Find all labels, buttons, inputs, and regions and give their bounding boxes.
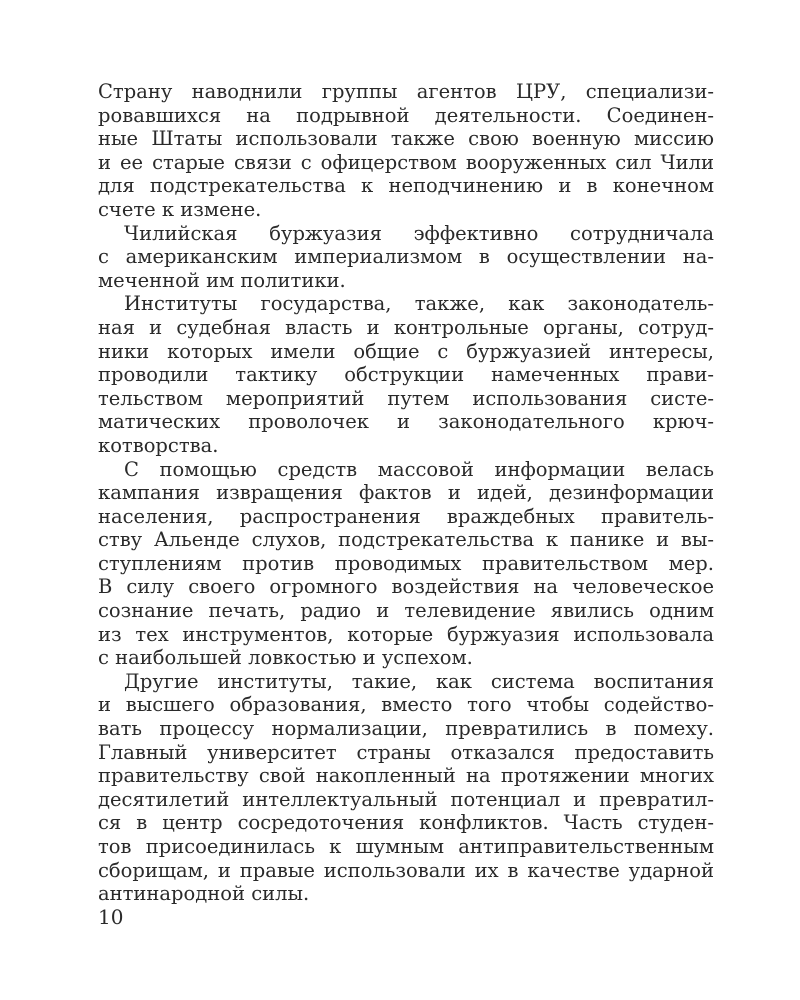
text-line: меченной им политики. bbox=[98, 268, 346, 292]
text-line: населения, распространения враждебных правитель- bbox=[98, 504, 714, 528]
text-line: ровавшихся на подрывной деятельности. Соединен- bbox=[98, 103, 714, 127]
text-line: ные Штаты использовали также свою военную миссию bbox=[98, 127, 714, 151]
text-line: с наибольшей ловкостью и успехом. bbox=[98, 646, 473, 670]
text-line: и ее старые связи с офицерством вооруженных сил Чили bbox=[98, 150, 714, 174]
body-text bbox=[98, 80, 714, 906]
text-line: кампания извращения фактов и идей, дезинформации bbox=[98, 481, 714, 505]
text-line: Другие институты, такие, как система воспитания bbox=[124, 669, 714, 693]
text-line: сознание печать, радио и телевидение явились одним bbox=[98, 599, 714, 623]
text-line: матических проволочек и законодательного крюч- bbox=[98, 410, 714, 434]
text-line: ся в центр сосредоточения конфликтов. Часть студен- bbox=[98, 811, 714, 835]
text-line: тов присоединилась к шумным антиправительственным bbox=[98, 835, 714, 858]
text-line: Чилийская буржуазия эффективно сотрудничала bbox=[124, 221, 714, 245]
text-line: проводили тактику обструкции намеченных прави- bbox=[98, 363, 714, 387]
text-line: ступлениям против проводимых правительством мер. bbox=[98, 551, 714, 575]
text-line: ники которых имели общие с буржуазией интересы, bbox=[98, 339, 714, 363]
page-number: 10 bbox=[98, 905, 124, 929]
text-line: сборищам, и правые использовали их в качестве ударной bbox=[98, 858, 714, 882]
text-line: ству Альенде слухов, подстрекательства к панике и вы- bbox=[98, 528, 714, 552]
text-line: ная и судебная власть и контрольные органы, сотруд- bbox=[98, 315, 714, 339]
text-line: счете к измене. bbox=[98, 197, 262, 221]
text-line: вать процессу нормализации, превратились в помеху. bbox=[98, 717, 714, 741]
text-line: котворства. bbox=[98, 433, 219, 457]
text-line: правительству свой накопленный на протяжении многих bbox=[98, 764, 714, 788]
text-line: с американским империализмом в осуществлении на- bbox=[98, 245, 714, 269]
text-line: десятилетий интеллектуальный потенциал и превратил- bbox=[98, 787, 714, 811]
text-line: тельством мероприятий путем использования систе- bbox=[98, 386, 714, 410]
text-line: для подстрекательства к неподчинению и в конечном bbox=[98, 174, 714, 198]
text-line: и высшего образования, вместо того чтобы содейство- bbox=[98, 693, 714, 717]
text-line: С помощью средств массовой информации велась bbox=[124, 457, 714, 481]
text-line: Главный университет страны отказался предоставить bbox=[98, 740, 714, 764]
text-line: Страну наводнили группы агентов ЦРУ, специализи- bbox=[98, 80, 714, 103]
text-line: из тех инструментов, которые буржуазия использовала bbox=[98, 622, 714, 646]
text-line: В силу своего огромного воздействия на человеческое bbox=[98, 575, 714, 599]
text-line: Институты государства, также, как законодатель- bbox=[124, 292, 714, 316]
text-line: антинародной силы. bbox=[98, 882, 310, 906]
